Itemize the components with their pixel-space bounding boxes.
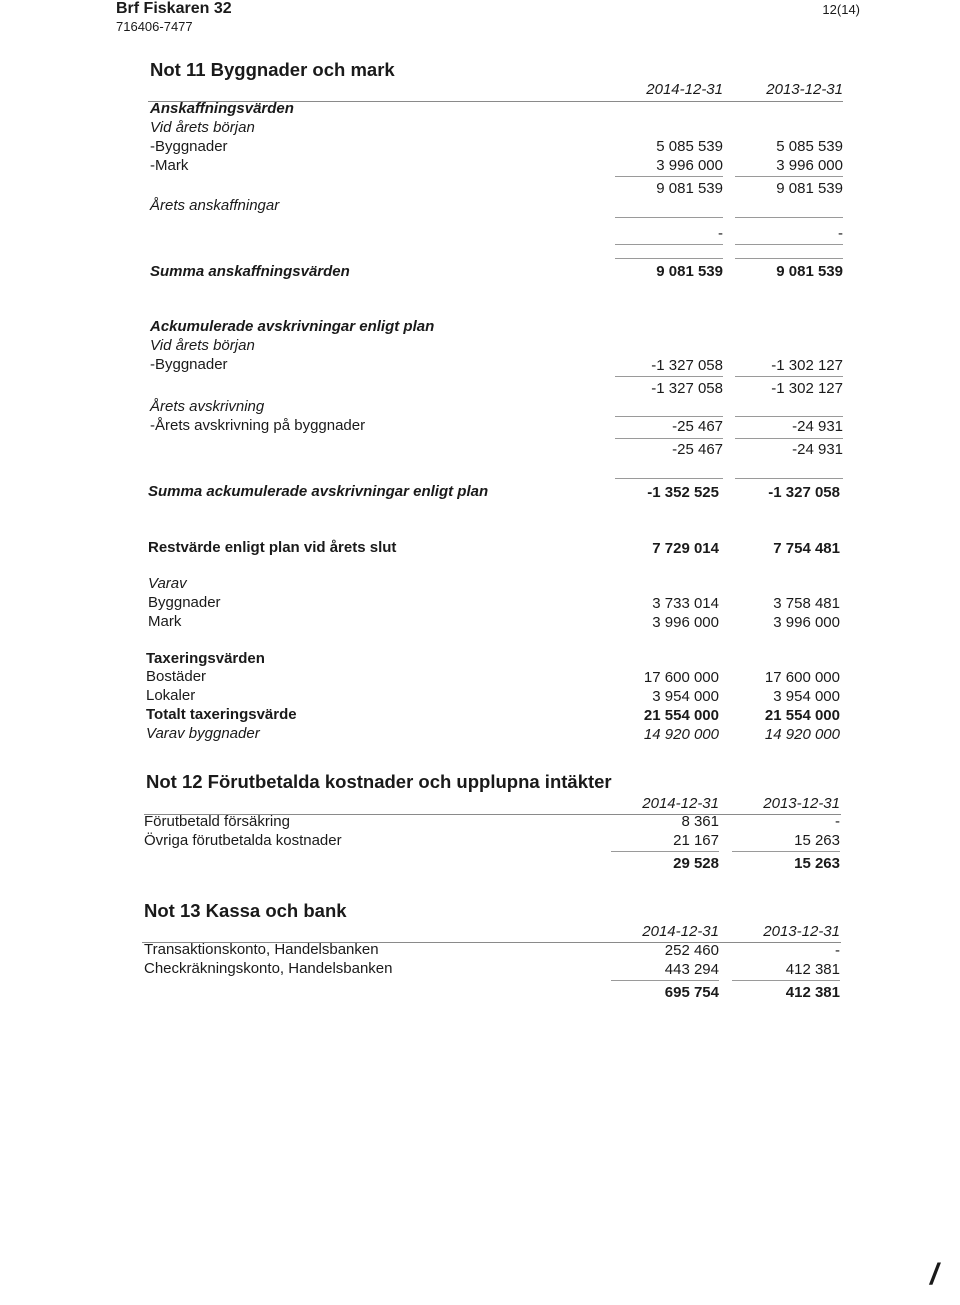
acq-mark-2013: 3 996 000 (776, 157, 843, 174)
acq-subtotal-2013: 9 081 539 (776, 180, 843, 197)
dep-year-sub-rule-1 (615, 438, 723, 439)
acq-year-2014: - (718, 225, 723, 242)
acq-subtotal-rule-1 (615, 176, 723, 177)
company-name: Brf Fiskaren 32 (116, 0, 232, 17)
dep-year-2013: -24 931 (792, 418, 843, 435)
tax-heading: Taxeringsvärden (146, 650, 265, 667)
acq-year-end-rule-1 (615, 244, 723, 245)
residual-2013: 7 754 481 (773, 540, 840, 557)
dep-year-rule-1 (615, 416, 723, 417)
dep-year-sub-rule-2 (735, 438, 843, 439)
acq-start-label: Vid årets början (150, 119, 255, 136)
tax-lokaler-2014: 3 954 000 (652, 688, 719, 705)
acq-subtotal-2014: 9 081 539 (656, 180, 723, 197)
varav-mark-label: Mark (148, 613, 182, 630)
note11-col1-header: 2014-12-31 (646, 81, 723, 98)
residual-label: Restvärde enligt plan vid årets slut (148, 539, 397, 556)
note13-checkrakning-2013: 412 381 (785, 961, 840, 978)
note13-col2-header: 2013-12-31 (763, 923, 840, 940)
note13-transaktion-label: Transaktionskonto, Handelsbanken (144, 941, 379, 958)
varav-byggnader-label: Byggnader (148, 594, 221, 611)
note13-col1-header: 2014-12-31 (642, 923, 719, 940)
note13-total-rule-2 (732, 980, 840, 981)
note13-checkrakning-label: Checkräkningskonto, Handelsbanken (144, 960, 393, 977)
note12-ovriga-label: Övriga förutbetalda kostnader (144, 832, 342, 849)
tax-total-2013: 21 554 000 (764, 707, 840, 724)
acq-heading: Anskaffningsvärden (150, 100, 294, 117)
varav-byggnader-2014: 3 733 014 (652, 595, 719, 612)
dep-subtotal-rule-1 (615, 376, 723, 377)
acq-year-label: Årets anskaffningar (150, 197, 280, 214)
note12-total-rule-2 (732, 851, 840, 852)
dep-start-label: Vid årets början (150, 337, 255, 354)
acq-mark-2014: 3 996 000 (656, 157, 723, 174)
varav-mark-2013: 3 996 000 (773, 614, 840, 631)
note13-transaktion-2014: 252 460 (664, 942, 719, 959)
acq-byggnader-2013: 5 085 539 (776, 138, 843, 155)
dep-sum-label: Summa ackumulerade avskrivningar enligt plan (148, 483, 489, 500)
tax-bostader-2014: 17 600 000 (643, 669, 719, 686)
acq-sum-label: Summa anskaffningsvärden (150, 263, 350, 280)
varav-byggnader-2013: 3 758 481 (773, 595, 840, 612)
tax-total-2014: 21 554 000 (643, 707, 719, 724)
residual-2014: 7 729 014 (652, 540, 719, 557)
tax-byggnader-2013: 14 920 000 (764, 726, 840, 743)
note13-transaktion-2013: - (835, 942, 840, 959)
note11-title: Not 11 Byggnader och mark (150, 59, 395, 80)
acq-sum-2013: 9 081 539 (776, 263, 843, 280)
dep-subtotal-2013: -1 302 127 (771, 380, 843, 397)
dep-sum-2013: -1 327 058 (768, 484, 840, 501)
acq-year-rule-2 (735, 217, 843, 218)
note11-col2-header: 2013-12-31 (766, 81, 843, 98)
tax-byggnader-label: Varav byggnader (146, 725, 260, 742)
tax-bostader-2013: 17 600 000 (764, 669, 840, 686)
note12-total-2013: 15 263 (794, 855, 840, 872)
dep-heading: Ackumulerade avskrivningar enligt plan (150, 318, 435, 335)
note12-forsakring-2014: 8 361 (681, 813, 719, 830)
acq-year-end-rule-2 (735, 244, 843, 245)
varav-label: Varav (148, 575, 187, 592)
dep-sum-2014: -1 352 525 (647, 484, 719, 501)
acq-mark-label: -Mark (150, 157, 189, 174)
note12-ovriga-2013: 15 263 (794, 832, 840, 849)
note12-title: Not 12 Förutbetalda kostnader och upplupna intäkter (146, 771, 612, 792)
dep-year-subtotal-2013: -24 931 (792, 441, 843, 458)
dep-year-heading: Årets avskrivning (150, 398, 265, 415)
note12-ovriga-2014: 21 167 (673, 832, 719, 849)
note12-total-2014: 29 528 (673, 855, 719, 872)
dep-byggnader-2014: -1 327 058 (651, 357, 723, 374)
acq-sum-2014: 9 081 539 (656, 263, 723, 280)
dep-byggnader-label: -Byggnader (150, 356, 228, 373)
org-number: 716406-7477 (116, 19, 193, 34)
note13-total-rule-1 (611, 980, 719, 981)
acq-byggnader-label: -Byggnader (150, 138, 228, 155)
dep-year-label: -Årets avskrivning på byggnader (150, 417, 366, 434)
dep-subtotal-rule-2 (735, 376, 843, 377)
note13-checkrakning-2014: 443 294 (664, 961, 719, 978)
dep-subtotal-2014: -1 327 058 (651, 380, 723, 397)
dep-sum-rule-1 (615, 478, 723, 479)
note12-col2-header: 2013-12-31 (763, 795, 840, 812)
dep-year-rule-2 (735, 416, 843, 417)
acq-byggnader-2014: 5 085 539 (656, 138, 723, 155)
tax-lokaler-label: Lokaler (146, 687, 196, 704)
acq-year-2013: - (838, 225, 843, 242)
dep-year-subtotal-2014: -25 467 (672, 441, 723, 458)
dep-year-2014: -25 467 (672, 418, 723, 435)
acq-subtotal-rule-2 (735, 176, 843, 177)
tax-byggnader-2014: 14 920 000 (643, 726, 719, 743)
acq-sum-rule-1 (615, 258, 723, 259)
note12-forsakring-2013: - (835, 813, 840, 830)
dep-sum-rule-2 (735, 478, 843, 479)
page-number: 12(14) (822, 2, 860, 17)
tax-lokaler-2013: 3 954 000 (773, 688, 840, 705)
dep-byggnader-2013: -1 302 127 (771, 357, 843, 374)
note12-total-rule-1 (611, 851, 719, 852)
acq-year-rule-1 (615, 217, 723, 218)
tax-total-label: Totalt taxeringsvärde (146, 706, 297, 723)
corner-handwritten-mark: / (930, 1258, 939, 1291)
varav-mark-2014: 3 996 000 (652, 614, 719, 631)
note13-title: Not 13 Kassa och bank (144, 900, 347, 921)
acq-sum-rule-2 (735, 258, 843, 259)
note12-col1-header: 2014-12-31 (642, 795, 719, 812)
note13-total-2014: 695 754 (664, 984, 719, 1001)
note12-forsakring-label: Förutbetald försäkring (144, 813, 290, 830)
tax-bostader-label: Bostäder (146, 668, 207, 685)
note13-total-2013: 412 381 (785, 984, 840, 1001)
